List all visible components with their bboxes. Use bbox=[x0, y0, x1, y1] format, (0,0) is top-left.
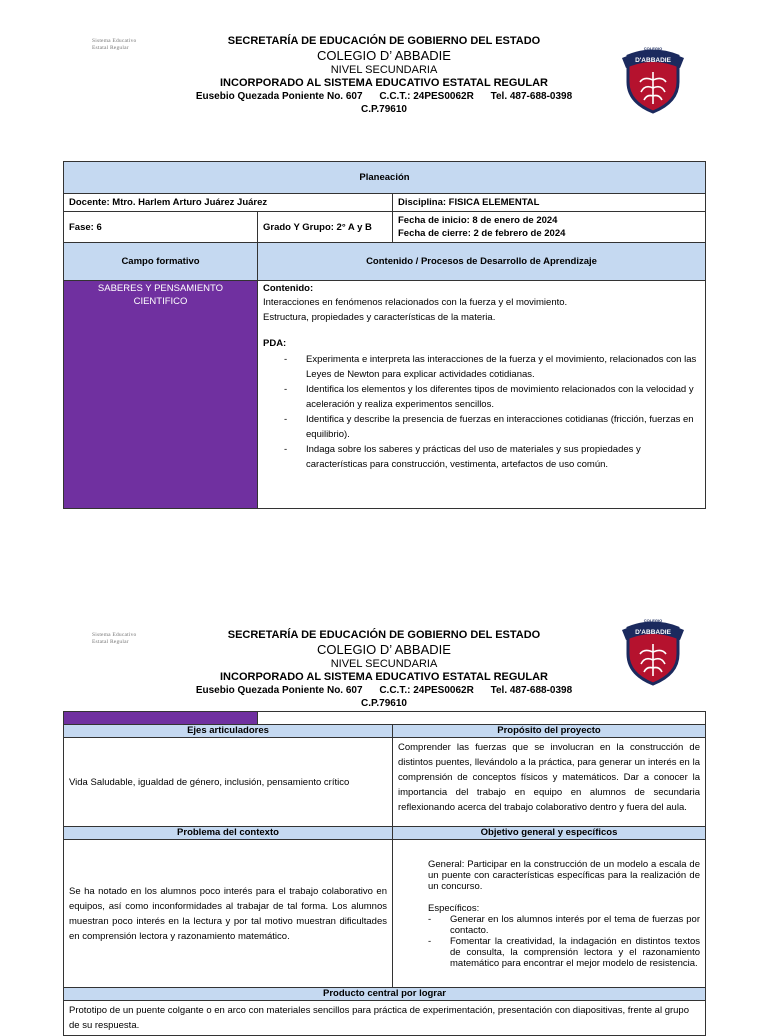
planeacion-table bbox=[63, 161, 706, 509]
pda-list bbox=[263, 352, 700, 472]
disciplina-cell: Disciplina: FISICA ELEMENTAL bbox=[393, 194, 706, 212]
header-secretaria: SECRETARÍA DE EDUCACIÓN DE GOBIERNO DEL ESTADO bbox=[227, 35, 541, 47]
header-cp: C.P.79610 bbox=[361, 104, 407, 115]
proyecto-table bbox=[63, 711, 706, 1036]
producto-header: Producto central por lograr bbox=[64, 988, 706, 1001]
campo-formativo-value bbox=[64, 281, 258, 509]
problema-header: Problema del contexto bbox=[64, 827, 393, 840]
top-spacer bbox=[258, 712, 706, 725]
header-secretaria: SECRETARÍA DE EDUCACIÓN DE GOBIERNO DEL ESTADO bbox=[227, 629, 541, 641]
header-colegio: COLEGIO D’ ABBADIE bbox=[317, 642, 451, 657]
header-address: Eusebio Quezada Poniente No. 607 bbox=[195, 685, 363, 696]
docente-cell: Docente: Mtro. Harlem Arturo Juárez Juárez bbox=[64, 194, 393, 212]
header-text bbox=[160, 628, 608, 710]
contenido-line: Interacciones en fenómenos relacionados con la fuerza y el movimiento. bbox=[263, 297, 568, 308]
header-tel: Tel. 487-688-0398 bbox=[490, 91, 573, 102]
ejes-value: Vida Saludable, igualdad de género, inclusión, pensamiento crítico bbox=[64, 738, 393, 827]
crest-name-text: D'ABBADIE bbox=[635, 57, 671, 64]
crest-name-text: D'ABBADIE bbox=[635, 629, 671, 636]
objetivo-header: Objetivo general y específicos bbox=[393, 827, 706, 840]
header-cct: C.C.T.: 24PES0062R bbox=[379, 685, 474, 696]
school-crest-logo bbox=[620, 42, 686, 114]
header-address-line bbox=[160, 90, 608, 116]
header-incorporado: INCORPORADO AL SISTEMA EDUCATIVO ESTATAL REGULAR bbox=[220, 77, 548, 89]
sep-logo-line: Sistema Educativo bbox=[92, 632, 137, 638]
especificos-label: Específicos: bbox=[428, 902, 480, 914]
header-cp: C.P.79610 bbox=[361, 698, 407, 709]
sep-logo bbox=[92, 632, 152, 646]
school-crest-logo bbox=[620, 614, 686, 686]
sep-logo-line: Estatal Regular bbox=[92, 45, 129, 51]
pda-item: - Identifica y describe la presencia de fuerzas en interacciones cotidianas (fricción, fuerzas en equilibrio). bbox=[298, 412, 700, 442]
producto-value: Prototipo de un puente colgante o en arco con materiales sencillos para práctica de experimentación, presentación con diapositivas, frente al grupo de su respuesta. bbox=[64, 1001, 706, 1036]
header-text bbox=[160, 34, 608, 116]
pda-label: PDA: bbox=[263, 338, 287, 349]
header-nivel: NIVEL SECUNDARIA bbox=[330, 64, 438, 76]
page-header-2 bbox=[0, 618, 768, 709]
objetivo-general: General: Participar en la construcción de un modelo a escala de un puente con características específicas para la realización de un concurso. bbox=[428, 858, 700, 892]
contenido-header: Contenido / Procesos de Desarrollo de Aprendizaje bbox=[258, 243, 706, 281]
fase-cell: Fase: 6 bbox=[64, 212, 258, 243]
fecha-cierre: Fecha de cierre: 2 de febrero de 2024 bbox=[398, 228, 566, 239]
contenido-line: Estructura, propiedades y características de la materia. bbox=[263, 312, 496, 323]
header-address-line bbox=[160, 684, 608, 710]
header-colegio: COLEGIO D’ ABBADIE bbox=[317, 48, 451, 63]
pda-item: - Indaga sobre los saberes y prácticas del uso de materiales y sus propiedades y características para construcción, vestimenta, artefactos de uso común. bbox=[298, 442, 700, 472]
proposito-header: Propósito del proyecto bbox=[393, 725, 706, 738]
crest-top-text: COLEGIO bbox=[643, 46, 663, 51]
planeacion-title: Planeación bbox=[64, 162, 706, 194]
header-address: Eusebio Quezada Poniente No. 607 bbox=[195, 91, 363, 102]
contenido-cell bbox=[258, 281, 706, 509]
sep-logo bbox=[92, 38, 152, 52]
campo-value-line: CIENTIFICO bbox=[133, 296, 188, 307]
header-nivel: NIVEL SECUNDARIA bbox=[330, 658, 438, 670]
campo-formativo-header: Campo formativo bbox=[64, 243, 258, 281]
especifico-item: - Fomentar la creatividad, la indagación en distintos textos de consulta, la comprensión lectora y el razonamiento matemático para encontrar el mejor modelo de resistencia. bbox=[442, 936, 700, 969]
problema-value: Se ha notado en los alumnos poco interés para el trabajo colaborativo en equipos, así como inconformidades al trabajar de tal forma. Los alumnos muestran poco interés en la lectura y por tal motivo muestran dificultades en comprensión lectora y razonamiento matemático. bbox=[64, 840, 393, 988]
campo-value-line: SABERES Y PENSAMIENTO bbox=[97, 283, 224, 294]
grado-cell: Grado Y Grupo: 2° A y B bbox=[258, 212, 393, 243]
header-tel: Tel. 487-688-0398 bbox=[490, 685, 573, 696]
purple-bar bbox=[64, 712, 258, 725]
ejes-header: Ejes articuladores bbox=[64, 725, 393, 738]
contenido-label: Contenido: bbox=[263, 283, 314, 294]
crest-top-text: COLEGIO bbox=[643, 618, 663, 623]
page-header-1 bbox=[0, 32, 768, 115]
pda-item: - Identifica los elementos y los diferentes tipos de movimiento relacionados con la velocidad y aceleración y realiza experimentos sencillos. bbox=[298, 382, 700, 412]
especifico-item: - Generar en los alumnos interés por el tema de fuerzas por contacto. bbox=[442, 914, 700, 936]
fechas-cell bbox=[393, 212, 706, 243]
pda-item: - Experimenta e interpreta las interacciones de la fuerza y el movimiento, relacionados con las Leyes de Newton para explicar actividades cotidianas. bbox=[298, 352, 700, 382]
especificos-list bbox=[428, 914, 700, 969]
header-incorporado: INCORPORADO AL SISTEMA EDUCATIVO ESTATAL REGULAR bbox=[220, 671, 548, 683]
sep-logo-line: Sistema Educativo bbox=[92, 38, 137, 44]
objetivo-cell bbox=[393, 840, 706, 988]
sep-logo-line: Estatal Regular bbox=[92, 639, 129, 645]
proposito-value: Comprender las fuerzas que se involucran en la construcción de distintos puentes, llevándolo a la práctica, para generar un interés en la comprensión de conceptos físicos y matemáticos. Dar a conocer la importancia del trabajo en equipo en alumnos de secundaria reflexionando acerca del trabajo colaborativo dentro y fuera del aula. bbox=[393, 738, 706, 827]
header-cct: C.C.T.: 24PES0062R bbox=[379, 91, 474, 102]
fecha-inicio: Fecha de inicio: 8 de enero de 2024 bbox=[398, 215, 558, 226]
